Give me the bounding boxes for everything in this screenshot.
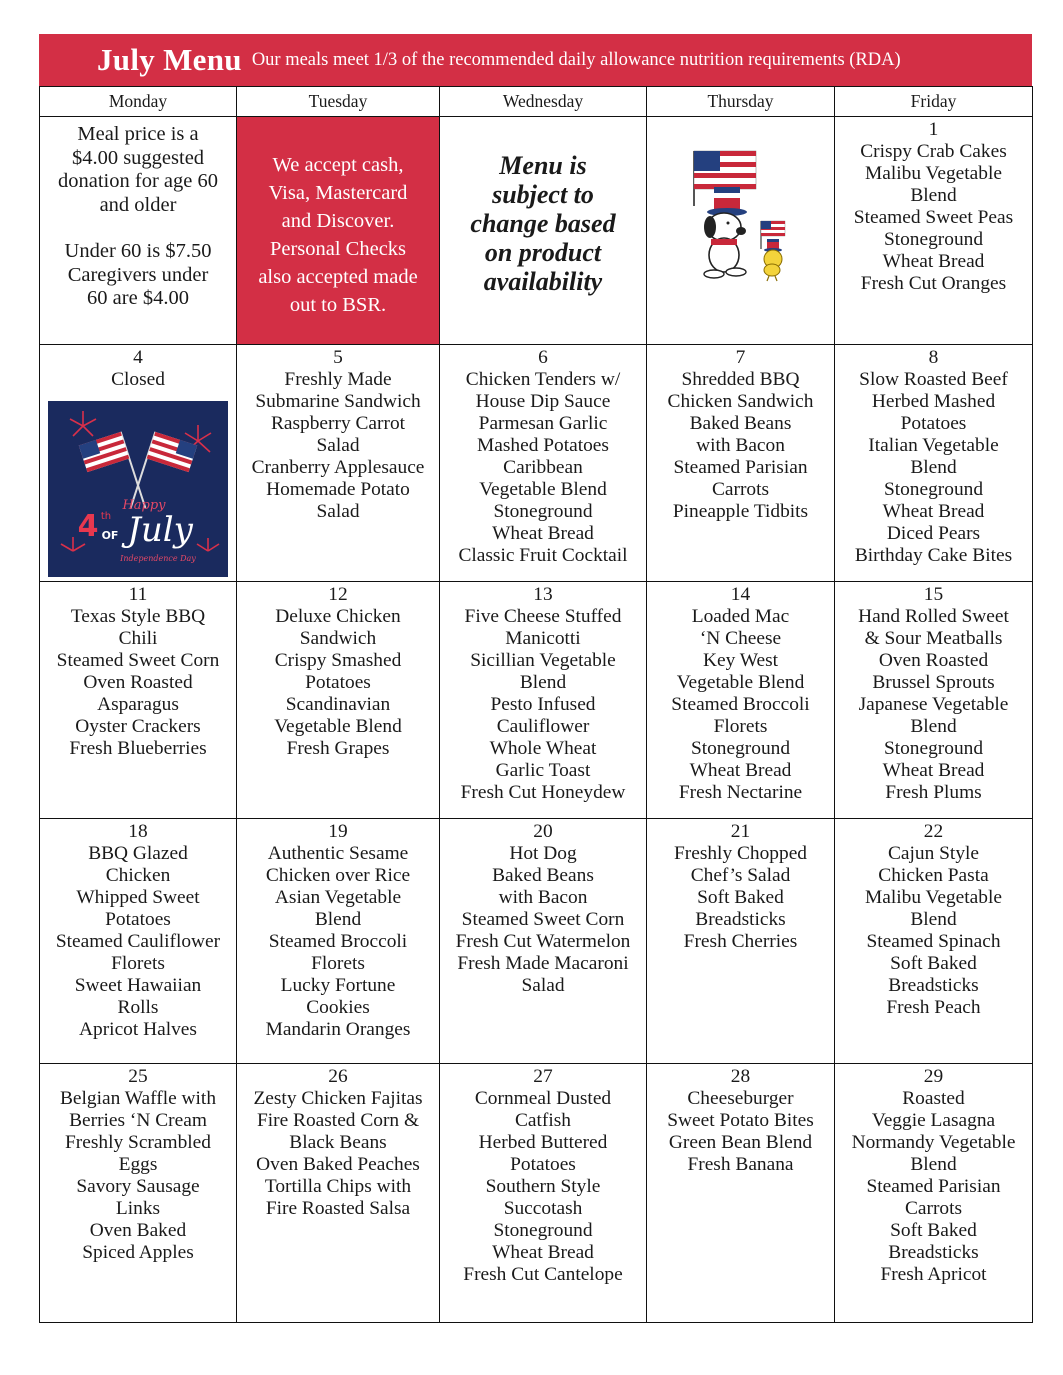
notice-line: change based: [470, 209, 616, 238]
menu-item: Pineapple Tidbits: [672, 501, 809, 522]
day-number: 20: [533, 821, 553, 842]
menu-item: Wheat Bread: [492, 1242, 594, 1263]
menu-item: Herbed Mashed: [871, 391, 996, 412]
menu-item: Steamed Spinach: [866, 931, 1001, 952]
day-header-wednesday: Wednesday: [440, 87, 647, 117]
menu-item: Fresh Banana: [687, 1154, 794, 1175]
menu-item: House Dip Sauce: [475, 391, 611, 412]
menu-item: Raspberry Carrot: [270, 413, 406, 434]
menu-item: Fresh Cherries: [683, 931, 798, 952]
menu-item: Fire Roasted Corn &: [256, 1110, 420, 1131]
payment-line: Personal Checks: [269, 238, 407, 260]
menu-item: BBQ Glazed: [88, 843, 188, 864]
menu-item: Roasted: [902, 1088, 965, 1109]
menu-item: Deluxe Chicken: [275, 606, 401, 627]
menu-item: Soft Baked: [697, 887, 784, 908]
menu-item: Chicken Sandwich: [667, 391, 814, 412]
price-line: Under 60 is $7.50: [64, 240, 212, 262]
snoopy-illustration-cell: [647, 117, 835, 345]
day-cell-8: [835, 345, 1033, 582]
closed-label: Closed: [111, 369, 165, 390]
day-cell-27: [440, 1064, 647, 1323]
day-cell-5: [237, 345, 440, 582]
menu-item: Stoneground: [883, 229, 984, 250]
menu-item: Steamed Parisian: [673, 457, 808, 478]
day-number: 4: [133, 347, 143, 368]
graphic-july-text: July: [127, 510, 193, 550]
payment-line: We accept cash,: [272, 154, 404, 176]
menu-item: Fresh Cut Cantelope: [463, 1264, 623, 1285]
menu-item: Normandy Vegetable: [851, 1132, 1016, 1153]
menu-item: with Bacon: [498, 887, 588, 908]
menu-item: Blend: [910, 909, 957, 930]
day-cell-29: [835, 1064, 1033, 1323]
week-row-4: [40, 819, 1033, 1064]
price-info-cell: [40, 117, 237, 345]
menu-subtitle: Our meals meet 1/3 of the recommended daily allowance nutrition requirements (RDA): [251, 49, 901, 70]
menu-item: Steamed Cauliflower: [55, 931, 221, 952]
menu-item: Wheat Bread: [882, 760, 985, 781]
menu-item: Links: [115, 1198, 161, 1219]
menu-item: Homemade Potato: [266, 479, 410, 500]
day-number: 8: [928, 347, 939, 368]
menu-item: Cheeseburger: [687, 1088, 794, 1109]
day-number: 1: [928, 119, 939, 140]
menu-item: Chicken: [105, 865, 171, 886]
menu-item: Garlic Toast: [495, 760, 591, 781]
menu-item: Breadsticks: [888, 975, 979, 996]
graphic-fourth-text: 4: [77, 509, 99, 544]
price-line: donation for age 60: [58, 170, 218, 192]
weekday-header-row: [40, 87, 1033, 117]
menu-item: Baked Beans: [492, 865, 594, 886]
menu-item: Soft Baked: [890, 953, 977, 974]
menu-item: Authentic Sesame: [267, 843, 409, 864]
menu-item: Veggie Lasagna: [871, 1110, 996, 1131]
menu-item: Cauliflower: [496, 716, 590, 737]
price-line: 60 are $4.00: [87, 287, 189, 309]
menu-item: Fresh Apricot: [880, 1264, 987, 1285]
menu-item: Florets: [713, 716, 768, 737]
menu-item: Rolls: [117, 997, 159, 1018]
menu-item: Mandarin Oranges: [265, 1019, 411, 1040]
menu-item: Black Beans: [289, 1132, 387, 1153]
menu-item: Crispy Crab Cakes: [860, 141, 1007, 162]
menu-item: Sweet Hawaiian: [74, 975, 202, 996]
notice-line: Menu is: [499, 151, 587, 180]
menu-item: Cranberry Applesauce: [251, 457, 425, 478]
fourth-of-july-graphic: [48, 401, 228, 577]
menu-item: Cajun Style: [887, 843, 980, 864]
menu-item: Baked Beans: [689, 413, 792, 434]
day-header-monday: Monday: [40, 87, 237, 117]
menu-item: Fresh Made Macaroni: [457, 953, 629, 974]
menu-item: Oyster Crackers: [75, 716, 201, 737]
notice-line: subject to: [492, 180, 594, 209]
day-number: 6: [538, 347, 548, 368]
menu-item: Fire Roasted Salsa: [265, 1198, 411, 1219]
menu-item: Oven Roasted: [83, 672, 193, 693]
menu-item: Stoneground: [690, 738, 791, 759]
day-number: 27: [533, 1066, 553, 1087]
menu-item: Scandinavian: [285, 694, 391, 715]
day-cell-1: [835, 117, 1033, 345]
payment-line: out to BSR.: [289, 294, 387, 316]
price-line: Meal price is a: [77, 123, 199, 145]
menu-item: Steamed Sweet Peas: [853, 207, 1014, 228]
menu-item: Blend: [910, 716, 957, 737]
menu-item: Parmesan Garlic: [478, 413, 608, 434]
menu-item: Chef’s Salad: [690, 865, 791, 886]
menu-change-notice: [440, 117, 647, 345]
menu-item: Blend: [519, 672, 567, 693]
day-number: 14: [730, 584, 751, 605]
menu-item: Diced Pears: [886, 523, 981, 544]
menu-item: Potatoes: [105, 909, 171, 930]
menu-item: Fresh Cut Honeydew: [460, 782, 626, 803]
day-number: 21: [730, 821, 751, 842]
menu-item: Zesty Chicken Fajitas: [253, 1088, 423, 1109]
menu-item: Sweet Potato Bites: [667, 1110, 814, 1131]
graphic-of-text: OF: [101, 529, 119, 542]
menu-item: Fresh Cut Watermelon: [455, 931, 631, 952]
menu-item: Blend: [910, 457, 957, 478]
notice-line: availability: [483, 267, 603, 296]
day-number: 26: [328, 1066, 348, 1087]
menu-item: Florets: [311, 953, 365, 974]
menu-item: Breadsticks: [695, 909, 786, 930]
week-row-5: [40, 1064, 1033, 1323]
day-cell-7: [647, 345, 835, 582]
menu-item: Potatoes: [510, 1154, 576, 1175]
day-cell-14: [647, 582, 835, 819]
menu-item: with Bacon: [696, 435, 785, 456]
menu-item: Spiced Apples: [82, 1242, 194, 1263]
menu-item: Whole Wheat: [489, 738, 597, 759]
menu-item: Green Bean Blend: [668, 1132, 813, 1153]
menu-item: Vegetable Blend: [479, 479, 607, 500]
menu-item: Salad: [316, 501, 360, 522]
menu-item: Key West: [702, 650, 779, 671]
menu-item: Steamed Broccoli: [268, 931, 408, 952]
menu-item: Salad: [316, 435, 360, 456]
menu-item: Classic Fruit Cocktail: [458, 545, 628, 566]
day-number: 18: [128, 821, 148, 842]
graphic-sub-text: Independence Day: [120, 554, 196, 563]
day-cell-6: [440, 345, 647, 582]
menu-item: Potatoes: [900, 413, 967, 434]
menu-item: Texas Style BBQ: [70, 606, 206, 627]
menu-item: Oven Baked Peaches: [256, 1154, 420, 1175]
menu-item: Mashed Potatoes: [477, 435, 609, 456]
menu-item: Brussel Sprouts: [872, 672, 995, 693]
menu-item: Soft Baked: [890, 1220, 977, 1241]
menu-item: Fresh Nectarine: [678, 782, 803, 803]
menu-item: Malibu Vegetable: [865, 163, 1002, 184]
menu-item: Blend: [314, 909, 362, 930]
day-cell-26: [237, 1064, 440, 1323]
day-number: 15: [923, 584, 944, 605]
day-header-tuesday: Tuesday: [237, 87, 440, 117]
menu-item: Breadsticks: [888, 1242, 979, 1263]
day-cell-22: [835, 819, 1033, 1064]
menu-item: Asparagus: [97, 694, 179, 715]
menu-item: Chicken Tenders w/: [465, 369, 621, 390]
menu-item: Malibu Vegetable: [865, 887, 1002, 908]
menu-item: Succotash: [503, 1198, 583, 1219]
menu-item: Stoneground: [493, 501, 593, 522]
menu-item: Fresh Grapes: [286, 738, 390, 759]
day-number: 12: [328, 584, 348, 605]
week-row-2: [40, 345, 1033, 582]
day-cell-4: [40, 345, 237, 582]
day-header-friday: Friday: [835, 87, 1033, 117]
menu-item: Italian Vegetable: [868, 435, 999, 456]
menu-item: Freshly Chopped: [673, 843, 808, 864]
menu-item: Wheat Bread: [492, 523, 594, 544]
menu-item: Pesto Infused: [490, 694, 596, 715]
menu-item: Salad: [521, 975, 565, 996]
menu-item: Chicken over Rice: [265, 865, 411, 886]
menu-item: Herbed Buttered: [478, 1132, 608, 1153]
menu-item: Carrots: [711, 479, 770, 500]
menu-item: Steamed Sweet Corn: [56, 650, 220, 671]
menu-item: Chicken Pasta: [878, 865, 989, 886]
menu-item: Caribbean: [503, 457, 583, 478]
day-cell-20: [440, 819, 647, 1064]
snoopy-patriotic-illustration: [666, 131, 816, 291]
menu-item: ‘N Cheese: [699, 628, 782, 649]
menu-item: Florets: [111, 953, 165, 974]
day-number: 22: [923, 821, 944, 842]
price-line: $4.00 suggested: [71, 146, 205, 169]
menu-item: Freshly Scrambled: [65, 1132, 211, 1153]
menu-item: Catfish: [514, 1110, 571, 1131]
day-number: 29: [923, 1066, 944, 1087]
menu-item: Vegetable Blend: [676, 672, 805, 693]
menu-item: Five Cheese Stuffed: [464, 606, 622, 627]
day-number: 28: [730, 1066, 751, 1087]
day-cell-18: [40, 819, 237, 1064]
menu-item: Stoneground: [883, 479, 984, 500]
menu-item: Submarine Sandwich: [255, 391, 421, 412]
menu-item: Fresh Blueberries: [69, 738, 207, 759]
menu-item: Oven Roasted: [878, 650, 989, 671]
menu-item: Steamed Broccoli: [671, 694, 810, 715]
menu-item: Crispy Smashed: [274, 650, 402, 671]
menu-item: Apricot Halves: [79, 1019, 197, 1040]
menu-item: Freshly Made: [284, 369, 392, 390]
day-cell-25: [40, 1064, 237, 1323]
menu-item: Southern Style: [485, 1176, 601, 1197]
menu-item: Blend: [910, 185, 957, 206]
menu-item: Japanese Vegetable: [858, 694, 1009, 715]
menu-item: Oven Baked: [89, 1220, 187, 1241]
menu-item: Cookies: [306, 997, 370, 1018]
week-row-1: [40, 117, 1033, 345]
menu-item: Savory Sausage: [76, 1176, 200, 1197]
menu-item: Asian Vegetable: [274, 887, 402, 908]
menu-item: Fresh Peach: [886, 997, 981, 1018]
menu-item: Belgian Waffle with: [59, 1088, 217, 1109]
day-number: 25: [128, 1066, 148, 1087]
menu-item: Birthday Cake Bites: [854, 545, 1013, 566]
graphic-happy-text: Happy: [122, 498, 166, 513]
menu-item: Manicotti: [505, 628, 581, 649]
menu-item: Cornmeal Dusted: [474, 1088, 612, 1109]
menu-item: Carrots: [904, 1198, 963, 1219]
day-header-thursday: Thursday: [647, 87, 835, 117]
menu-item: Berries ‘N Cream: [69, 1110, 207, 1131]
menu-item: Sicillian Vegetable: [470, 650, 616, 671]
payment-line: also accepted made: [258, 266, 418, 288]
day-cell-19: [237, 819, 440, 1064]
graphic-th-text: th: [100, 511, 112, 522]
menu-item: & Sour Meatballs: [864, 628, 1003, 649]
payment-line: Visa, Mastercard: [268, 182, 408, 204]
menu-item: Fresh Plums: [885, 782, 982, 803]
price-line: Caregivers under: [67, 263, 209, 286]
day-cell-11: [40, 582, 237, 819]
menu-item: Sandwich: [299, 628, 377, 649]
menu-item: Eggs: [118, 1154, 158, 1175]
menu-item: Tortilla Chips with: [264, 1176, 412, 1197]
menu-calendar: [39, 86, 1033, 1323]
day-number: 11: [128, 584, 148, 605]
menu-item: Whipped Sweet: [76, 887, 200, 908]
day-cell-21: [647, 819, 835, 1064]
menu-header: [39, 34, 1032, 86]
day-cell-12: [237, 582, 440, 819]
menu-item: Loaded Mac: [691, 606, 790, 627]
menu-item: Hot Dog: [509, 843, 577, 864]
menu-item: Hand Rolled Sweet: [858, 606, 1009, 627]
menu-item: Slow Roasted Beef: [859, 369, 1008, 390]
notice-line: on product: [484, 238, 602, 267]
day-cell-28: [647, 1064, 835, 1323]
menu-item: Fresh Cut Oranges: [860, 273, 1007, 294]
day-cell-15: [835, 582, 1033, 819]
price-spacer: [40, 217, 236, 240]
day-number: 13: [533, 584, 553, 605]
menu-item: Steamed Parisian: [866, 1176, 1001, 1197]
menu-item: Steamed Sweet Corn: [461, 909, 625, 930]
menu-item: Blend: [910, 1154, 957, 1175]
menu-item: Potatoes: [305, 672, 371, 693]
menu-item: Vegetable Blend: [274, 716, 402, 737]
menu-item: Shredded BBQ: [681, 369, 800, 390]
menu-item: Chili: [118, 628, 158, 649]
menu-item: Stoneground: [493, 1220, 593, 1241]
payment-line: and Discover.: [281, 210, 395, 232]
menu-title: July Menu: [97, 42, 242, 77]
price-line: and older: [99, 193, 177, 216]
week-row-3: [40, 582, 1033, 819]
day-cell-13: [440, 582, 647, 819]
payment-info-cell: [237, 117, 440, 345]
menu-item: Wheat Bread: [689, 760, 792, 781]
day-number: 19: [328, 821, 348, 842]
day-number: 5: [333, 347, 343, 368]
menu-item: Stoneground: [883, 738, 984, 759]
menu-item: Wheat Bread: [882, 501, 985, 522]
menu-item: Lucky Fortune: [280, 975, 396, 996]
menu-item: Wheat Bread: [882, 251, 985, 272]
day-number: 7: [735, 347, 746, 368]
